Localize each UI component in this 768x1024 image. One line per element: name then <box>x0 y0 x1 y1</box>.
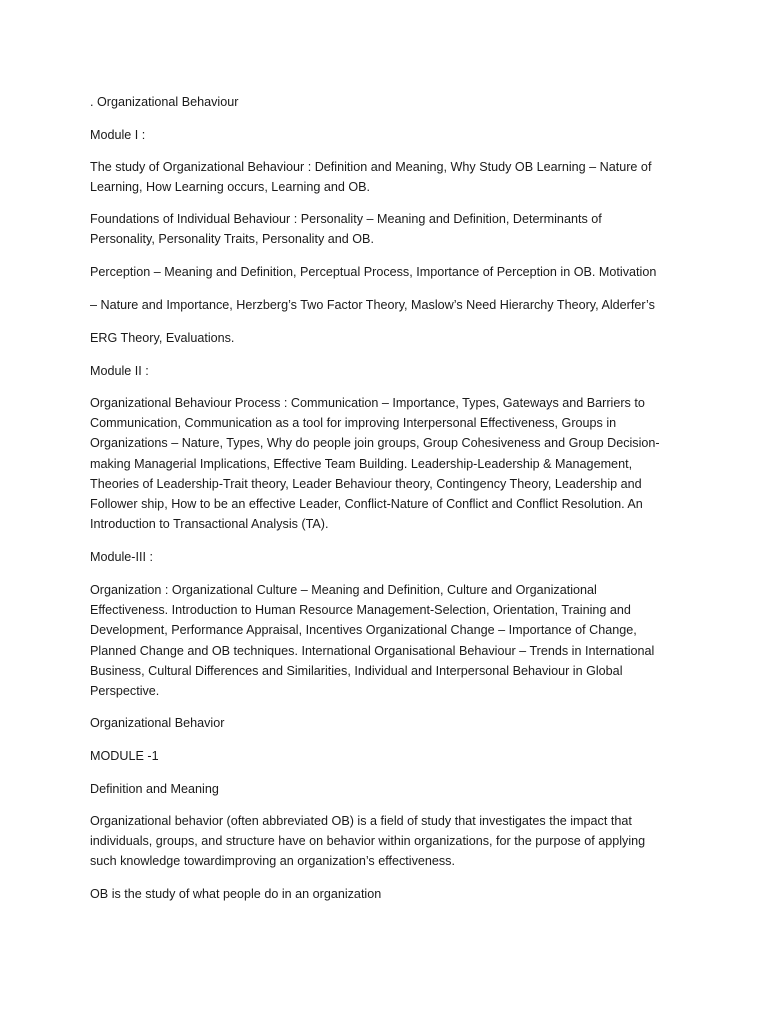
text-line: Planned Change and OB techniques. International Organisational Behaviour – Trends in International <box>90 643 655 658</box>
document-title: . Organizational Behaviour <box>90 95 239 109</box>
text-line: Follower ship, How to be an effective Leader, Conflict-Nature of Conflict and Conflict Resolution. An <box>90 497 643 512</box>
text-line: Learning, How Learning occurs, Learning and OB. <box>90 180 371 195</box>
text-line: Personality, Personality Traits, Personality and OB. <box>90 232 374 247</box>
module-2-paragraph <box>90 393 680 534</box>
closing-line: OB is the study of what people do in an organization <box>90 887 382 901</box>
module-1-paragraph-learning <box>90 157 680 197</box>
module-1-paragraph-perception: Perception – Meaning and Definition, Perceptual Process, Importance of Perception in OB. Motivation <box>90 265 657 279</box>
text-line: making Managerial Implications, Effective Team Building. Leadership-Leadership & Management, <box>90 456 633 471</box>
module-2-heading: Module II : <box>90 364 149 378</box>
module-1-paragraph-erg: ERG Theory, Evaluations. <box>90 331 235 345</box>
module-1-paragraph-motivation: – Nature and Importance, Herzberg’s Two Factor Theory, Maslow’s Need Hierarchy Theory, Alderfer’s <box>90 298 655 312</box>
module-3-paragraph <box>90 580 680 701</box>
text-line: Introduction to Transactional Analysis (TA). <box>90 517 329 532</box>
module-1-paragraph-personality <box>90 209 680 249</box>
section-title: Organizational Behavior <box>90 716 225 730</box>
module-1-heading: Module I : <box>90 128 146 142</box>
text-line: Perspective. <box>90 684 160 699</box>
text-line: Foundations of Individual Behaviour : Personality – Meaning and Definition, Determinants of <box>90 212 602 226</box>
text-line: Organizational behavior (often abbreviated OB) is a field of study that investigates the impact that <box>90 814 632 828</box>
text-line: individuals, groups, and structure have on behavior within organizations, for the purpose of applying <box>90 834 646 849</box>
text-line: Development, Performance Appraisal, Incentives Organizational Change – Importance of Change, <box>90 623 637 638</box>
module-3-heading: Module-III : <box>90 550 153 564</box>
section-module-label: MODULE -1 <box>90 749 159 763</box>
text-line: Business, Cultural Differences and Similarities, Individual and Interpersonal Behaviour in Global <box>90 663 623 678</box>
text-line: Organizations – Nature, Types, Why do people join groups, Group Cohesiveness and Group Decision- <box>90 436 660 451</box>
text-line: Effectiveness. Introduction to Human Resource Management-Selection, Orientation, Training and <box>90 603 631 618</box>
text-line: The study of Organizational Behaviour : Definition and Meaning, Why Study OB Learning – Nature of <box>90 160 652 174</box>
text-line: Communication, Communication as a tool for improving Interpersonal Effectiveness, Groups in <box>90 416 617 431</box>
text-line: Organization : Organizational Culture – Meaning and Definition, Culture and Organizational <box>90 583 597 597</box>
text-line: Theories of Leadership-Trait theory, Leader Behaviour theory, Contingency Theory, Leadership and <box>90 476 642 491</box>
section-subheading: Definition and Meaning <box>90 782 219 796</box>
definition-paragraph <box>90 811 680 872</box>
text-line: such knowledge towardimproving an organization’s effectiveness. <box>90 854 455 869</box>
text-line: Organizational Behaviour Process : Communication – Importance, Types, Gateways and Barriers to <box>90 396 645 410</box>
